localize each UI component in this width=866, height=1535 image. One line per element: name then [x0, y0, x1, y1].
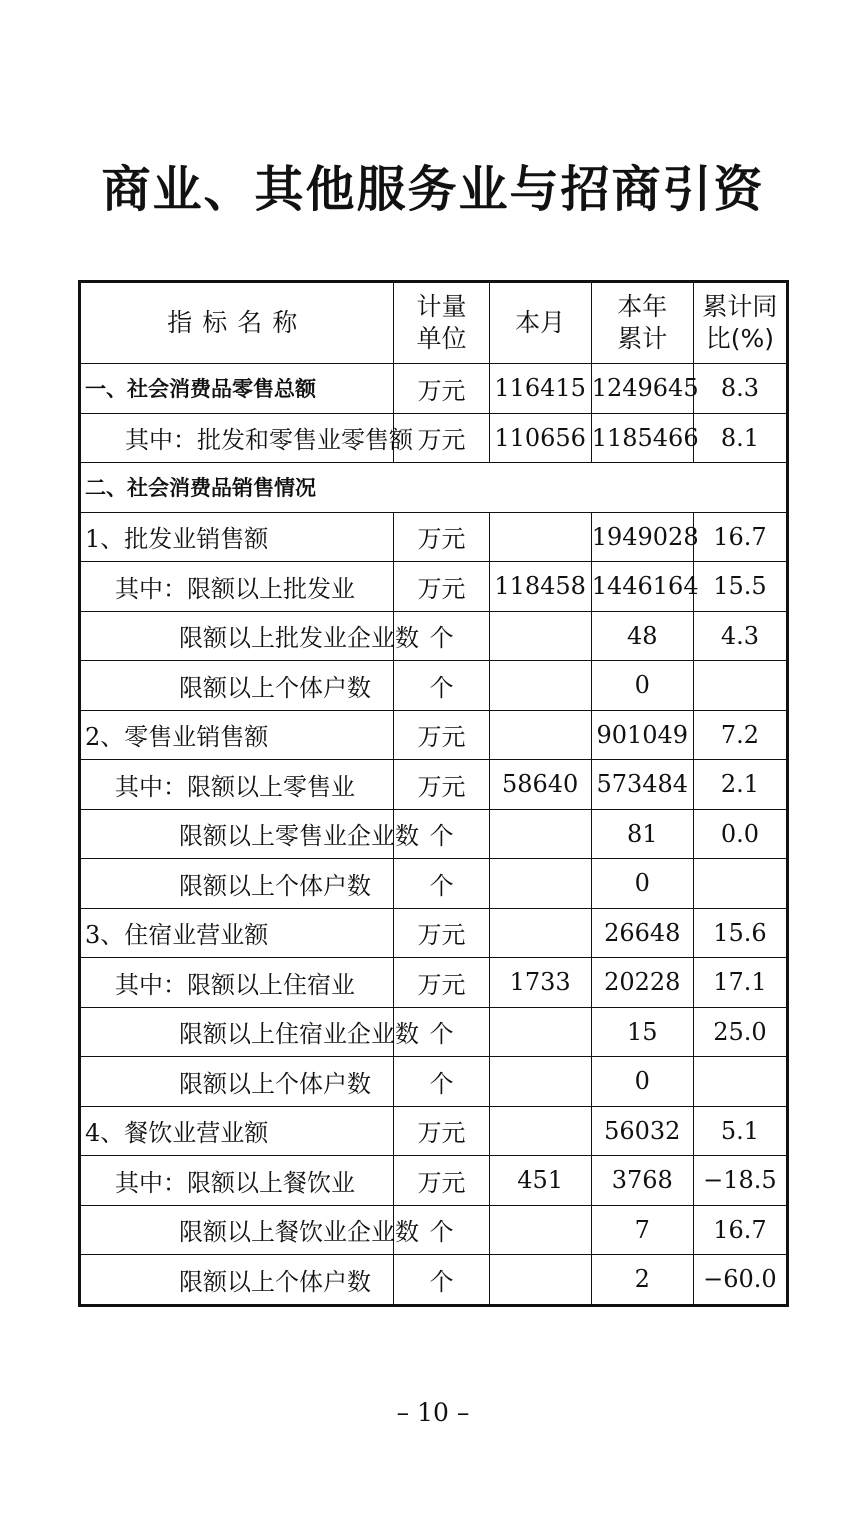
page-title: 商业、其他服务业与招商引资: [101, 161, 765, 218]
row-name: 限额以上个体户数: [80, 859, 394, 909]
row-ytd: 0: [591, 1057, 693, 1107]
row-name: 其中：限额以上住宿业: [80, 958, 394, 1008]
table-row: [80, 859, 788, 909]
row-name: 限额以上个体户数: [80, 1255, 394, 1306]
row-month: [489, 611, 591, 661]
table-row: [80, 1255, 788, 1306]
table-row: [80, 463, 788, 513]
row-unit: 万元: [394, 1156, 489, 1206]
row-yoy: [693, 859, 787, 909]
row-name: 4、餐饮业营业额: [80, 1106, 394, 1156]
row-unit: 万元: [394, 413, 489, 463]
row-unit: 万元: [394, 958, 489, 1008]
row-month: 1733: [489, 958, 591, 1008]
row-unit: 万元: [394, 562, 489, 612]
row-ytd: 1249645: [591, 364, 693, 414]
row-ytd: 7: [591, 1205, 693, 1255]
row-yoy: 25.0: [693, 1007, 787, 1057]
row-month: [489, 661, 591, 711]
row-month: [489, 1007, 591, 1057]
row-unit: 万元: [394, 364, 489, 414]
row-yoy: −60.0: [693, 1255, 787, 1306]
row-month: 118458: [489, 562, 591, 612]
row-name: 1、批发业销售额: [80, 512, 394, 562]
table-header-row: [80, 282, 788, 364]
row-unit: 个: [394, 661, 489, 711]
row-ytd: 56032: [591, 1106, 693, 1156]
row-yoy: [693, 661, 787, 711]
row-name: 限额以上餐饮业企业数: [80, 1205, 394, 1255]
row-yoy: 8.3: [693, 364, 787, 414]
row-name: 其中：批发和零售业零售额: [80, 413, 394, 463]
row-name: 其中：限额以上餐饮业: [80, 1156, 394, 1206]
table-row: [80, 413, 788, 463]
table-row: [80, 908, 788, 958]
row-month: [489, 1205, 591, 1255]
page-number: – 10 –: [396, 1398, 470, 1427]
row-month: [489, 710, 591, 760]
table-row: [80, 364, 788, 414]
table-row: [80, 809, 788, 859]
row-yoy: 8.1: [693, 413, 787, 463]
row-unit: 个: [394, 1057, 489, 1107]
row-ytd: 1949028: [591, 512, 693, 562]
row-unit: 个: [394, 611, 489, 661]
row-ytd: 1185466: [591, 413, 693, 463]
row-ytd: 901049: [591, 710, 693, 760]
row-yoy: 16.7: [693, 512, 787, 562]
header-indicator-name: 指标名称: [80, 282, 394, 364]
row-name: 3、住宿业营业额: [80, 908, 394, 958]
row-month: [489, 1057, 591, 1107]
row-unit: 万元: [394, 512, 489, 562]
row-unit: 个: [394, 859, 489, 909]
statistics-table: [78, 280, 789, 1307]
row-month: [489, 1255, 591, 1306]
section-heading: 二、社会消费品销售情况: [80, 463, 788, 513]
row-yoy: 7.2: [693, 710, 787, 760]
row-name: 2、零售业销售额: [80, 710, 394, 760]
header-unit: 计量 单位: [394, 282, 489, 364]
row-ytd: 20228: [591, 958, 693, 1008]
table-row: [80, 512, 788, 562]
table-row: [80, 1057, 788, 1107]
row-yoy: 17.1: [693, 958, 787, 1008]
row-month: [489, 1106, 591, 1156]
row-ytd: 2: [591, 1255, 693, 1306]
row-name: 限额以上个体户数: [80, 1057, 394, 1107]
row-month: [489, 908, 591, 958]
row-ytd: 1446164: [591, 562, 693, 612]
row-yoy: 0.0: [693, 809, 787, 859]
row-yoy: 2.1: [693, 760, 787, 810]
row-month: [489, 809, 591, 859]
row-name: 其中：限额以上零售业: [80, 760, 394, 810]
table-row: [80, 562, 788, 612]
row-month: 110656: [489, 413, 591, 463]
header-year-to-date: 本年 累计: [591, 282, 693, 364]
table-row: [80, 1205, 788, 1255]
row-name: 限额以上批发业企业数: [80, 611, 394, 661]
row-ytd: 48: [591, 611, 693, 661]
row-ytd: 26648: [591, 908, 693, 958]
row-yoy: 5.1: [693, 1106, 787, 1156]
table-row: [80, 1106, 788, 1156]
table-row: [80, 611, 788, 661]
row-unit: 个: [394, 1205, 489, 1255]
row-unit: 万元: [394, 908, 489, 958]
table-row: [80, 710, 788, 760]
row-name: 限额以上个体户数: [80, 661, 394, 711]
row-month: [489, 512, 591, 562]
row-yoy: 16.7: [693, 1205, 787, 1255]
table-row: [80, 1007, 788, 1057]
row-unit: 个: [394, 1255, 489, 1306]
row-month: 116415: [489, 364, 591, 414]
row-unit: 万元: [394, 1106, 489, 1156]
row-ytd: 0: [591, 859, 693, 909]
table-row: [80, 958, 788, 1008]
row-name: 一、社会消费品零售总额: [80, 364, 394, 414]
row-yoy: 15.6: [693, 908, 787, 958]
row-unit: 万元: [394, 710, 489, 760]
table-row: [80, 661, 788, 711]
row-yoy: 4.3: [693, 611, 787, 661]
row-yoy: −18.5: [693, 1156, 787, 1206]
row-yoy: [693, 1057, 787, 1107]
row-name: 限额以上零售业企业数: [80, 809, 394, 859]
table-row: [80, 760, 788, 810]
header-yoy-change: 累计同 比(%): [693, 282, 787, 364]
header-current-month: 本月: [489, 282, 591, 364]
row-unit: 万元: [394, 760, 489, 810]
row-ytd: 3768: [591, 1156, 693, 1206]
row-yoy: 15.5: [693, 562, 787, 612]
row-ytd: 573484: [591, 760, 693, 810]
row-unit: 个: [394, 1007, 489, 1057]
row-name: 限额以上住宿业企业数: [80, 1007, 394, 1057]
row-ytd: 15: [591, 1007, 693, 1057]
row-ytd: 81: [591, 809, 693, 859]
table-row: [80, 1156, 788, 1206]
row-month: 451: [489, 1156, 591, 1206]
row-month: [489, 859, 591, 909]
row-month: 58640: [489, 760, 591, 810]
row-name: 其中：限额以上批发业: [80, 562, 394, 612]
row-ytd: 0: [591, 661, 693, 711]
row-unit: 个: [394, 809, 489, 859]
